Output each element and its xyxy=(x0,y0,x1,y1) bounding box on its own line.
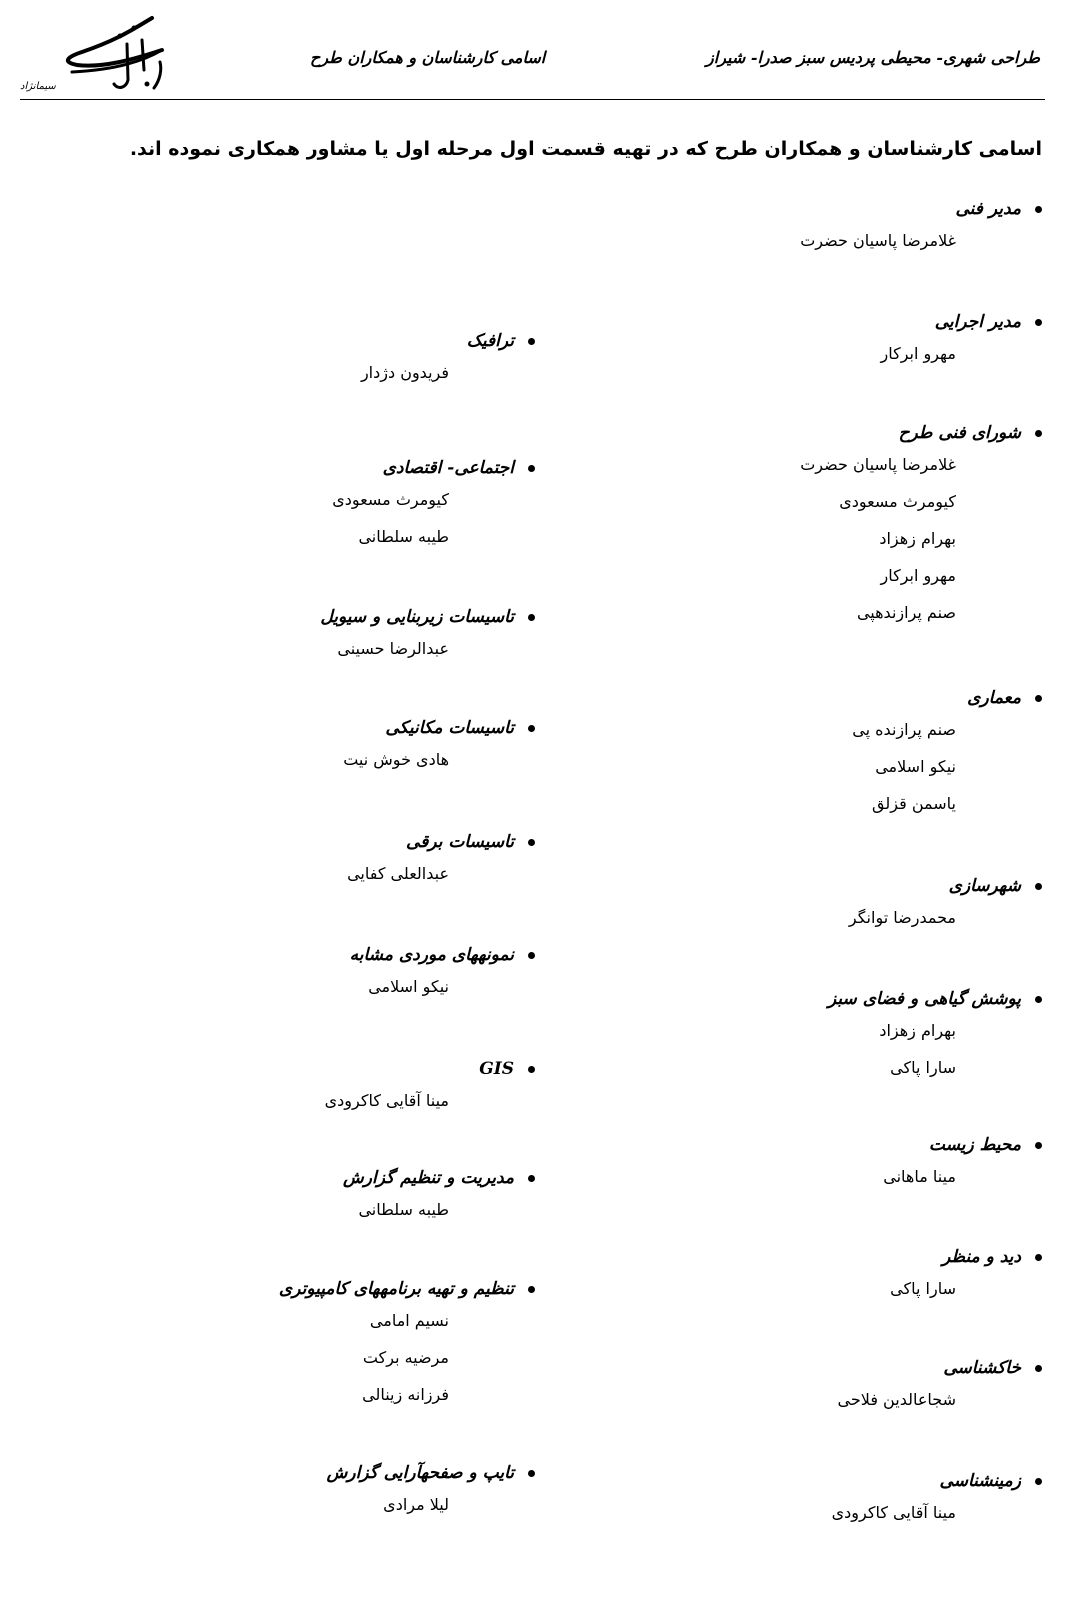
section-title: شهرسازی xyxy=(849,873,1042,899)
member-list xyxy=(828,1012,956,1086)
member-list xyxy=(800,446,956,631)
bullet-icon xyxy=(1035,1142,1042,1149)
bullet-icon xyxy=(1035,319,1042,326)
member-name: محمدرضا توانگر xyxy=(848,908,956,927)
section-geology xyxy=(832,1468,1042,1531)
bullet-icon xyxy=(1035,1365,1042,1372)
member-list xyxy=(890,1270,956,1307)
member-name: سارا پاکی xyxy=(890,1279,956,1298)
member-name: عبدالرضا حسینی xyxy=(337,639,449,658)
section-title: دید و منظر xyxy=(890,1244,1042,1270)
member-name: یاسمن قزلق xyxy=(872,794,956,813)
section-title: زمینشناسی xyxy=(832,1468,1042,1494)
member-name: مینا آقایی کاکرودی xyxy=(831,1503,956,1522)
member-name: طیبه سلطانی xyxy=(358,1200,449,1219)
member-name: صنم پرازنده پی xyxy=(852,720,956,739)
member-list xyxy=(361,354,449,391)
section-environment xyxy=(883,1132,1042,1195)
member-name: بهرام زهزاد xyxy=(879,1021,956,1040)
section-infrastructure xyxy=(320,604,535,667)
section-urban-planning xyxy=(849,873,1042,936)
member-list xyxy=(852,711,956,822)
section-landscape xyxy=(828,986,1042,1086)
member-name: لیلا مرادی xyxy=(383,1495,449,1514)
member-name: نیکو اسلامی xyxy=(875,757,956,776)
member-name: غلامرضا پاسیان حضرت xyxy=(800,455,956,474)
member-name: مهرو ابرکار xyxy=(880,566,956,585)
section-title: معماری xyxy=(852,685,1042,711)
section-title: مدیریت و تنظیم گزارش xyxy=(343,1165,535,1191)
member-name: مرضیه برکت xyxy=(362,1348,449,1367)
member-name: شجاعالدین فلاحی xyxy=(837,1390,956,1409)
bullet-icon xyxy=(1035,1478,1042,1485)
section-title: تاسیسات برقی xyxy=(347,829,535,855)
page-header xyxy=(0,0,1080,102)
member-list xyxy=(343,1191,449,1228)
member-name: فرزانه زینالی xyxy=(362,1385,449,1404)
member-list xyxy=(325,1082,449,1119)
member-list xyxy=(838,1381,956,1418)
section-title: خاکشناسی xyxy=(838,1355,1042,1381)
member-name: مهرو ابرکار xyxy=(880,344,956,363)
section-gis xyxy=(325,1056,535,1119)
section-title: تاسیسات زیربنایی و سیویل xyxy=(320,604,535,630)
section-title: ترافیک xyxy=(361,328,535,354)
section-computer-programs xyxy=(279,1276,535,1413)
section-executive-director xyxy=(880,309,1042,372)
section-title: GIS xyxy=(325,1056,535,1082)
member-list xyxy=(320,630,449,667)
member-name: طیبه سلطانی xyxy=(358,527,449,546)
member-list xyxy=(343,741,449,778)
bullet-icon xyxy=(528,725,535,732)
bullet-icon xyxy=(528,1286,535,1293)
member-list xyxy=(849,899,956,936)
section-view-landscape xyxy=(890,1244,1042,1307)
bullet-icon xyxy=(528,839,535,846)
member-list xyxy=(327,1486,449,1523)
member-list xyxy=(332,481,449,555)
bullet-icon xyxy=(1035,883,1042,890)
bullet-icon xyxy=(1035,996,1042,1003)
section-title: مدیر اجرایی xyxy=(880,309,1042,335)
intro-heading: اسامی کارشناسان و همکاران طرح که در تهیه قسمت اول مرحله اول یا مشاور همکاری نموده اند. xyxy=(129,138,1042,160)
section-architecture xyxy=(852,685,1042,822)
section-case-studies xyxy=(350,942,535,1005)
member-list xyxy=(800,222,956,259)
bullet-icon xyxy=(1035,430,1042,437)
section-title: تاسیسات مکانیکی xyxy=(343,715,535,741)
section-electrical xyxy=(347,829,535,892)
bullet-icon xyxy=(528,614,535,621)
bullet-icon xyxy=(1035,695,1042,702)
member-list xyxy=(832,1494,956,1531)
member-list xyxy=(350,968,449,1005)
member-name: کیومرث مسعودی xyxy=(332,490,449,509)
member-name: بهرام زهزاد xyxy=(879,529,956,548)
member-name: مینا ماهانی xyxy=(883,1167,956,1186)
member-list xyxy=(279,1302,449,1413)
member-name: غلامرضا پاسیان حضرت xyxy=(800,231,956,250)
member-name: عبدالعلی کفایی xyxy=(347,864,449,883)
member-name: نیکو اسلامی xyxy=(368,977,449,996)
header-title: اسامی کارشناسان و همکاران طرح xyxy=(310,48,546,67)
logo-signature: سیمانژاد xyxy=(20,81,56,92)
bullet-icon xyxy=(528,1175,535,1182)
bullet-icon xyxy=(528,1066,535,1073)
header-divider xyxy=(20,99,1045,100)
section-title: مدیر فنی xyxy=(800,196,1042,222)
section-socio-economic xyxy=(332,455,535,555)
section-title: شورای فنی طرح xyxy=(800,420,1042,446)
section-typing-layout xyxy=(327,1460,535,1523)
section-technical-council xyxy=(800,420,1042,631)
section-title: نمونههای موردی مشابه xyxy=(350,942,535,968)
member-list xyxy=(880,335,956,372)
member-list xyxy=(883,1158,956,1195)
bullet-icon xyxy=(528,952,535,959)
member-name: مینا آقایی کاکرودی xyxy=(324,1091,449,1110)
bullet-icon xyxy=(528,338,535,345)
section-title: پوشش گیاهی و فضای سبز xyxy=(828,986,1042,1012)
section-title: تنظیم و تهیه برنامههای کامپیوتری xyxy=(279,1276,535,1302)
bullet-icon xyxy=(528,465,535,472)
bullet-icon xyxy=(1035,1254,1042,1261)
member-name: هادی خوش نیت xyxy=(343,750,449,769)
section-soil-science xyxy=(838,1355,1042,1418)
member-name: صنم پرازندهپی xyxy=(856,603,956,622)
section-title: محیط زیست xyxy=(883,1132,1042,1158)
section-traffic xyxy=(361,328,535,391)
member-name: کیومرث مسعودی xyxy=(839,492,956,511)
section-title: تایپ و صفحهآرایی گزارش xyxy=(327,1460,535,1486)
member-name: فریدون دژدار xyxy=(360,363,449,382)
member-name: نسیم امامی xyxy=(369,1311,449,1330)
section-title: اجتماعی- اقتصادی xyxy=(332,455,535,481)
member-list xyxy=(347,855,449,892)
section-technical-director xyxy=(800,196,1042,259)
section-report-management xyxy=(343,1165,535,1228)
member-name: سارا پاکی xyxy=(890,1058,956,1077)
header-project: طراحی شهری- محیطی پردیس سبز صدرا- شیراز xyxy=(706,48,1040,67)
bullet-icon xyxy=(1035,206,1042,213)
section-mechanical xyxy=(343,715,535,778)
bullet-icon xyxy=(528,1470,535,1477)
